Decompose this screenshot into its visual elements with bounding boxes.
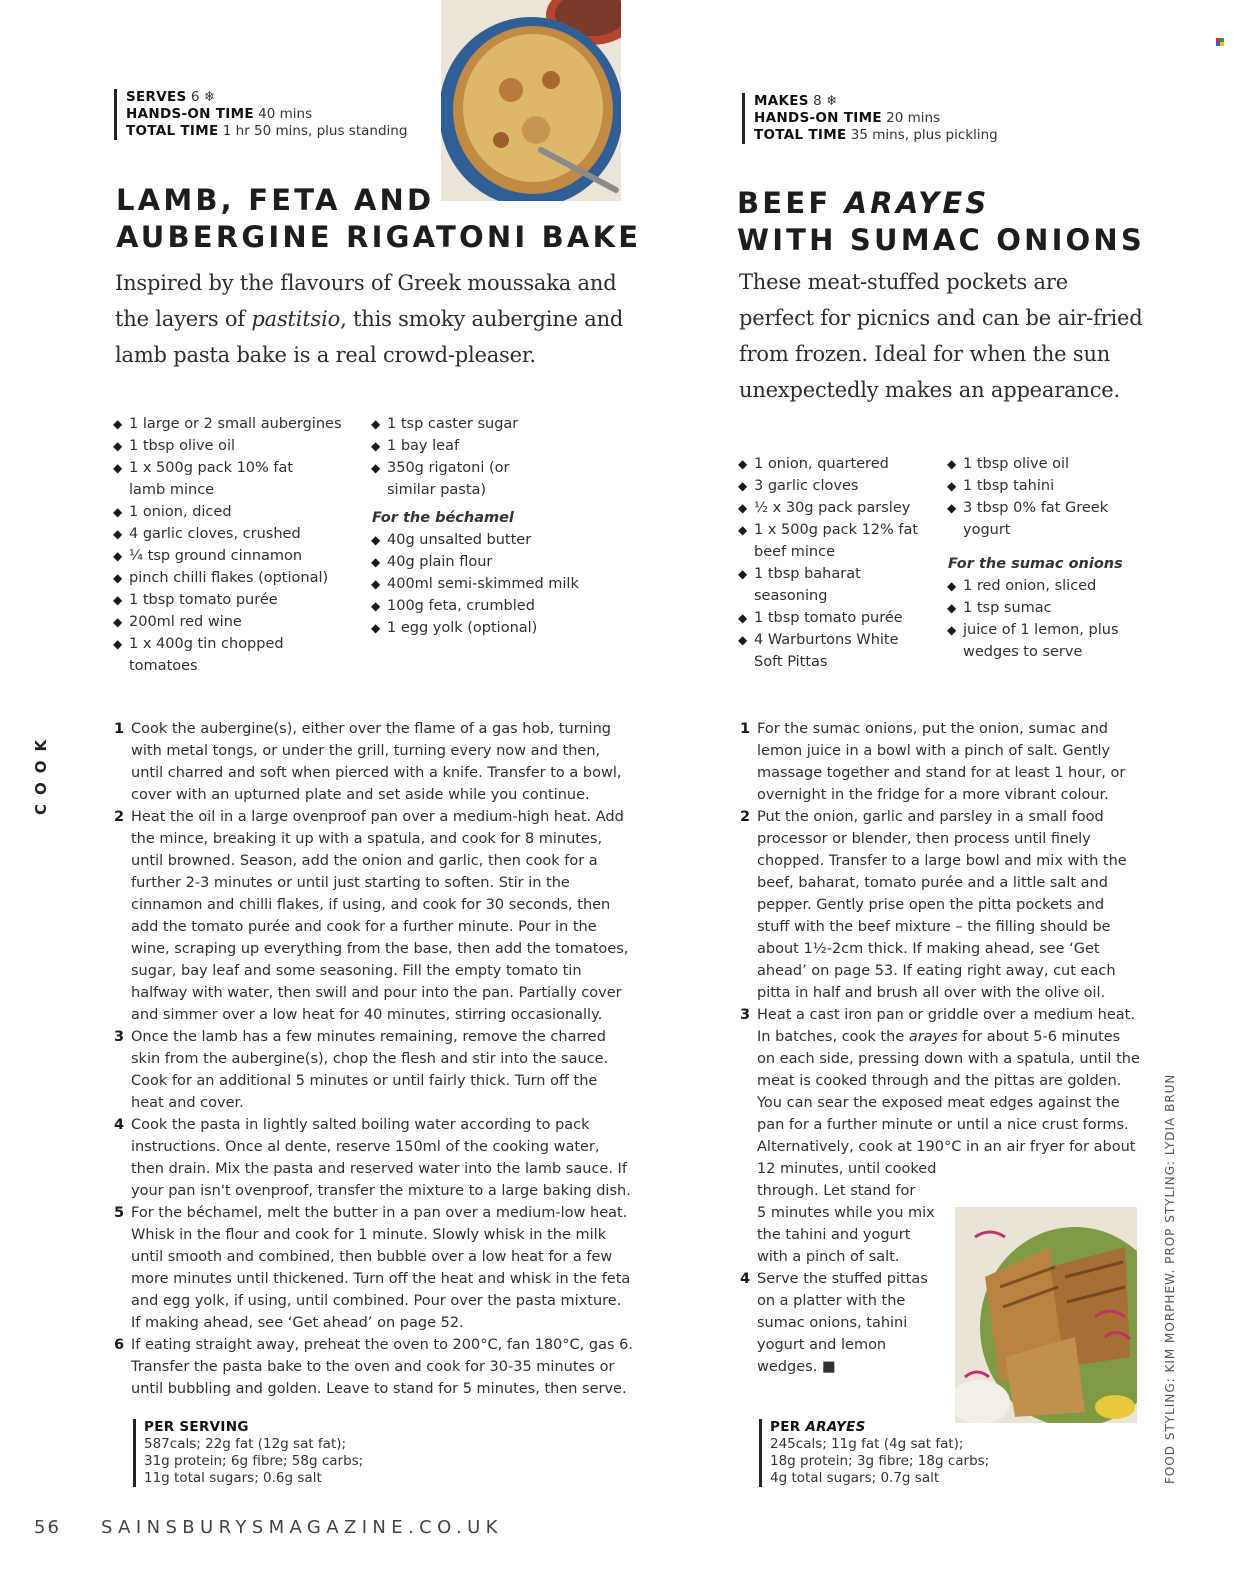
sumac-heading: For the sumac onions xyxy=(948,556,1123,572)
ingredient-item: ◆ 1 x 400g tin chopped tomatoes xyxy=(114,633,299,677)
left-nutrition xyxy=(133,1419,363,1487)
ingredient-item: ◆ 1 tbsp baharat seasoning xyxy=(739,563,894,607)
total-time-value: 1 hr 50 mins, plus standing xyxy=(222,123,408,139)
bechamel-heading: For the béchamel xyxy=(372,510,514,526)
serves-label: SERVES xyxy=(126,89,187,105)
pasta-bake-illustration xyxy=(441,0,621,201)
title-line-1: BEEF ARAYES xyxy=(737,186,990,220)
ingredient-item: ◆ 1 red onion, sliced xyxy=(948,575,1148,597)
nutrition-label: PER ARAYES xyxy=(770,1419,866,1435)
right-nutrition xyxy=(759,1419,989,1487)
title-line-2: WITH SUMAC ONIONS xyxy=(737,223,1145,257)
arayes-illustration xyxy=(955,1207,1137,1423)
ingredient-item: ◆ 1 bay leaf xyxy=(372,435,612,457)
ingredient-item: ◆ 1 tbsp tahini xyxy=(948,475,1148,497)
ingredient-item: ◆ 40g plain flour xyxy=(372,551,612,573)
ingredient-item: ◆ 1 tsp caster sugar xyxy=(372,413,612,435)
method-step: 1 For the sumac onions, put the onion, sumac and lemon juice in a bowl with a pinch of salt. Gently massage together and stand for at least 1 hour, or overnight in the fridge for a more vibrant colour. xyxy=(740,721,1126,803)
right-recipe-intro xyxy=(739,264,1199,408)
ingredient-item: ◆ 1 tbsp tomato purée xyxy=(739,607,939,629)
intro-line: Inspired by the flavours of Greek moussaka and xyxy=(115,271,617,295)
intro-line: perfect for picnics and can be air-fried xyxy=(739,306,1143,330)
ingredient-item: ◆ 1 onion, diced xyxy=(114,501,354,523)
intro-line: unexpectedly makes an appearance. xyxy=(739,378,1120,402)
left-recipe-meta xyxy=(114,89,407,140)
page-number: 56 xyxy=(34,1517,61,1538)
ingredient-item: ◆ 100g feta, crumbled xyxy=(372,595,612,617)
intro-line: from frozen. Ideal for when the sun xyxy=(739,342,1111,366)
nutrition-line: 18g protein; 3g fibre; 18g carbs; xyxy=(770,1453,990,1469)
ingredient-item: ◆ 1 large or 2 small aubergines xyxy=(114,413,354,435)
ingredient-item: ◆ 1 tbsp tomato purée xyxy=(114,589,354,611)
method-step: 2 Heat the oil in a large ovenproof pan over a medium-high heat. Add the mince, breaking it up with a spatula, and cook for 8 minutes, until browned. Season, add the onion and garlic, then cook for a further 2-3 minutes or until just starting to soften. Stir in the cinnamon and chilli flakes, if using, and cook for 30 seconds, then add the tomato purée and cook for a further minute. Pour in the wine, scraping up everything from the base, then add the tomatoes, sugar, bay leaf and some seasoning. Fill the empty tomato tin halfway with water, then swill and pour into the pan. Partially cover and simmer over a low heat for 40 minutes, stirring occasionally. xyxy=(114,809,629,1023)
intro-line: These meat-stuffed pockets are xyxy=(739,270,1068,294)
handson-value: 20 mins xyxy=(886,110,941,126)
total-time-value: 35 mins, plus pickling xyxy=(850,127,998,143)
right-recipe-title xyxy=(737,185,1145,259)
ingredient-item: ◆ juice of 1 lemon, plus wedges to serve xyxy=(948,619,1148,663)
right-ingredients-col2 xyxy=(948,453,1148,663)
intro-line: lamb pasta bake is a real crowd-pleaser. xyxy=(115,343,536,367)
method-step: 6 If eating straight away, preheat the oven to 200°C, fan 180°C, gas 6. Transfer the pasta bake to the oven and cook for 30-35 minutes or until bubbling and golden. Leave to stand for 5 minutes, then serve. xyxy=(114,1337,633,1397)
nutrition-line: 31g protein; 6g fibre; 58g carbs; xyxy=(144,1453,364,1469)
method-step: 1 Cook the aubergine(s), either over the flame of a gas hob, turning with metal tongs, or under the grill, turning every now and then, until charred and soft when pierced with a knife. Transfer to a bowl, cover with an upturned plate and set aside while you continue. xyxy=(114,721,622,803)
ingredient-item: ◆ ½ x 30g pack parsley xyxy=(739,497,939,519)
ingredient-item: ◆ ¼ tsp ground cinnamon xyxy=(114,545,354,567)
ingredient-item: ◆ 200ml red wine xyxy=(114,611,354,633)
ingredient-item: ◆ 1 onion, quartered xyxy=(739,453,939,475)
left-method xyxy=(114,718,634,1400)
site-url: SAINSBURYSMAGAZINE.CO.UK xyxy=(101,1517,503,1538)
total-time-label: TOTAL TIME xyxy=(754,127,847,143)
left-recipe-title xyxy=(116,182,641,256)
section-label: COOK xyxy=(32,730,50,815)
handson-value: 40 mins xyxy=(258,106,313,122)
ingredient-item: ◆ 400ml semi-skimmed milk xyxy=(372,573,612,595)
left-ingredients-col2 xyxy=(372,413,612,639)
right-recipe-meta xyxy=(742,93,998,144)
nutrition-label: PER SERVING xyxy=(144,1419,249,1435)
left-recipe-intro xyxy=(115,265,675,373)
method-step-narrow: through. Let stand for 5 minutes while you mix the tahini and yogurt with a pinch of salt. xyxy=(757,1183,935,1265)
ingredient-item: ◆ 40g unsalted butter xyxy=(372,529,612,551)
handson-label: HANDS-ON TIME xyxy=(126,106,254,122)
ingredient-item: ◆ pinch chilli flakes (optional) xyxy=(114,567,354,589)
nutrition-line: 587cals; 22g fat (12g sat fat); xyxy=(144,1436,347,1452)
ingredient-item: ◆ 350g rigatoni (or similar pasta) xyxy=(372,457,517,501)
total-time-label: TOTAL TIME xyxy=(126,123,219,139)
ingredient-item: ◆ 1 x 500g pack 10% fat lamb mince xyxy=(114,457,319,501)
ingredient-item: ◆ 1 x 500g pack 12% fat beef mince xyxy=(739,519,919,563)
ingredient-item: ◆ 4 Warburtons White Soft Pittas xyxy=(739,629,924,673)
handson-label: HANDS-ON TIME xyxy=(754,110,882,126)
ingredient-item: ◆ 3 tbsp 0% fat Greek yogurt xyxy=(948,497,1138,541)
nutrition-line: 4g total sugars; 0.7g salt xyxy=(770,1470,940,1486)
nutrition-line: 245cals; 11g fat (4g sat fat); xyxy=(770,1436,964,1452)
serves-value: 6 ❄ xyxy=(190,89,216,105)
ingredient-item: ◆ 1 egg yolk (optional) xyxy=(372,617,612,639)
ingredient-item: ◆ 3 garlic cloves xyxy=(739,475,939,497)
left-ingredients-col1 xyxy=(114,413,354,677)
makes-label: MAKES xyxy=(754,93,809,109)
ingredient-item: ◆ 1 tbsp olive oil xyxy=(948,453,1148,475)
method-step: 5 For the béchamel, melt the butter in a pan over a medium-low heat. Whisk in the flour and cook for 1 minute. Slowly whisk in the milk until smooth and combined, then bubble over a low heat for a few more minutes until thickened. Turn off the heat and whisk in the feta and egg yolk, if using, until combined. Pour over the pasta mixture. If making ahead, see ‘Get ahead’ on page 52. xyxy=(114,1205,631,1331)
title-line-2: AUBERGINE RIGATONI BAKE xyxy=(116,220,642,254)
method-step: 2 Put the onion, garlic and parsley in a small food processor or blender, then process until finely chopped. Transfer to a large bowl and mix with the beef, baharat, tomato purée and a little salt and pepper. Gently prise open the pitta pockets and stuff with the beef mixture – the filling should be about 1½-2cm thick. If making ahead, see ‘Get ahead’ on page 53. If eating right away, cut each pitta in half and brush all over with the olive oil. xyxy=(740,809,1127,1001)
photo-credits: FOOD STYLING: KIM MORPHEW. PROP STYLING: LYDIA BRUN xyxy=(1163,1073,1177,1484)
right-ingredients-col1 xyxy=(739,453,939,673)
intro-line: the layers of pastitsio, this smoky aubergine and xyxy=(115,307,624,331)
pasta-bake-photo xyxy=(441,0,621,201)
method-step: 4 Cook the pasta in lightly salted boiling water according to pack instructions. Once al dente, reserve 150ml of the cooking water, then drain. Mix the pasta and reserved water into the lamb sauce. If your pan isn't ovenproof, transfer the mixture to a large baking dish. xyxy=(114,1117,631,1199)
arayes-photo xyxy=(955,1207,1137,1423)
method-step: 3 Once the lamb has a few minutes remaining, remove the charred skin from the aubergine(s), chop the flesh and stir into the sauce. Cook for an additional 5 minutes or until fairly thick. Turn off the heat and cover. xyxy=(114,1029,609,1111)
ingredient-item: ◆ 1 tsp sumac xyxy=(948,597,1148,619)
method-step: 3 Heat a cast iron pan or griddle over a medium heat. In batches, cook the arayes for about 5-6 minutes on each side, pressing down with a spatula, until the meat is cooked through and the pittas are golden. You can sear the exposed meat edges against the pan for a further minute or until a nice crust forms. Alternatively, cook at 190°C in an air fryer for about 12 minutes, until cooked xyxy=(740,1007,1140,1177)
ingredient-item: ◆ 4 garlic cloves, crushed xyxy=(114,523,354,545)
method-step: 4 Serve the stuffed pittas on a platter with the sumac onions, tahini yogurt and lemon wedges. ■ xyxy=(740,1271,928,1375)
title-line-1: LAMB, FETA AND xyxy=(116,183,435,217)
makes-value: 8 ❄ xyxy=(813,93,838,109)
corner-color-mark xyxy=(1216,31,1224,39)
ingredient-item: ◆ 1 tbsp olive oil xyxy=(114,435,354,457)
nutrition-line: 11g total sugars; 0.6g salt xyxy=(144,1470,322,1486)
